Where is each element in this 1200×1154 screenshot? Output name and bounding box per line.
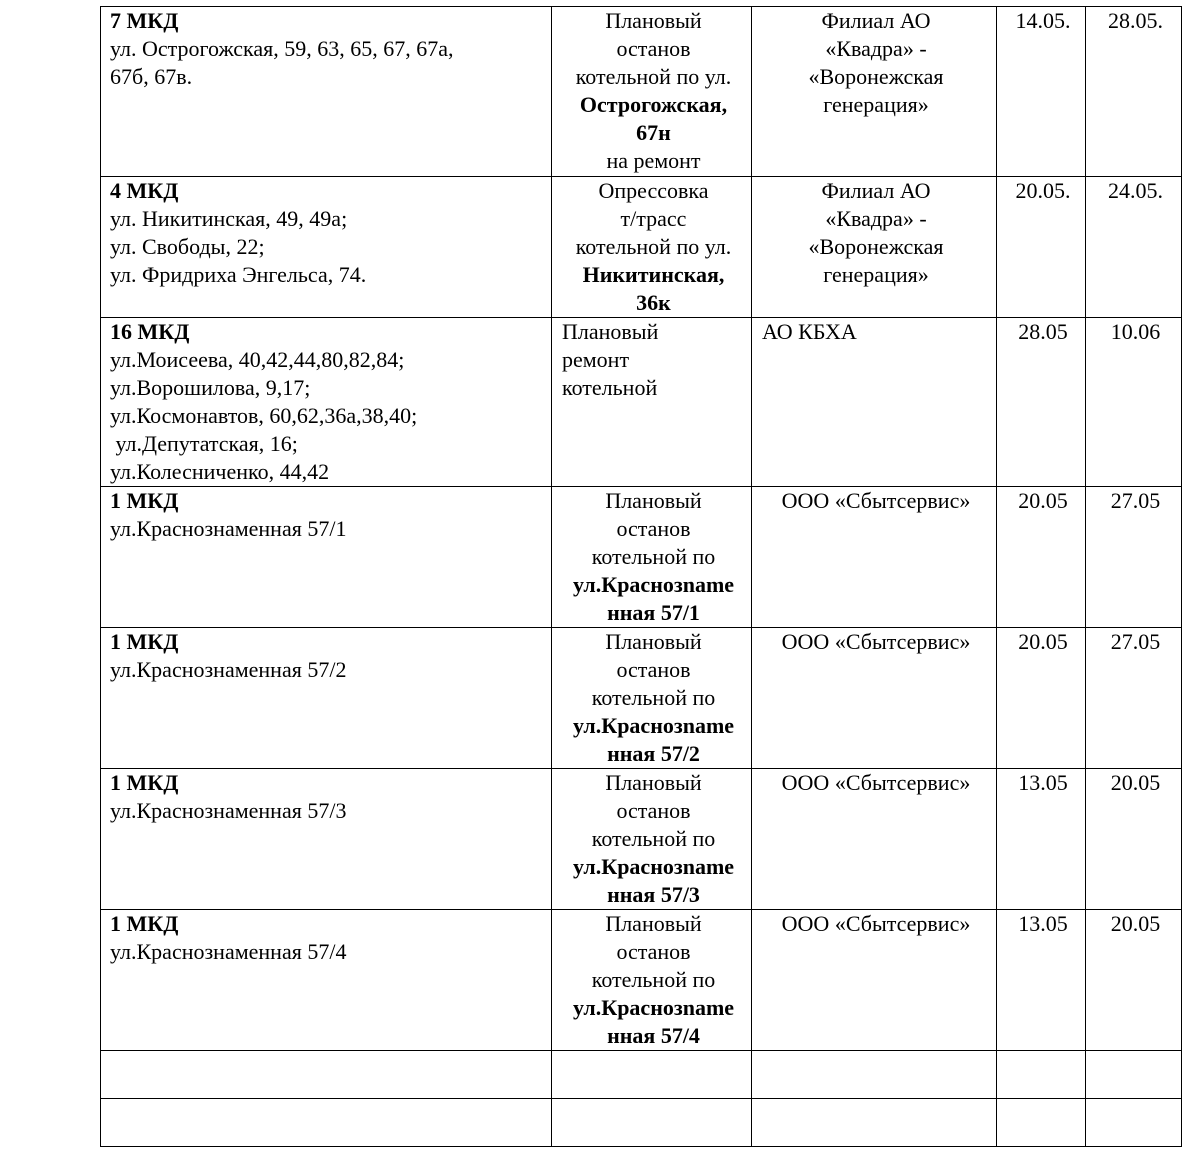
table-row bbox=[101, 318, 1182, 487]
work-line: котельной по bbox=[591, 826, 716, 851]
start-date: 20.05. bbox=[997, 177, 1086, 318]
start-date: 13.05 bbox=[997, 910, 1086, 1051]
address-line: 67б, 67в. bbox=[110, 64, 193, 89]
org-name: ООО «Сбытсервис» bbox=[781, 911, 971, 936]
org-line: генерация» bbox=[823, 262, 929, 287]
work-line: останов bbox=[616, 36, 691, 61]
building-count: 7 МКД bbox=[110, 8, 179, 33]
boiler-address: ул.Краснозname bbox=[572, 995, 735, 1020]
address-line: ул.Депутатская, 16; bbox=[110, 431, 298, 456]
building-count: 1 МКД bbox=[110, 629, 179, 654]
work-line: Опрессовка bbox=[598, 178, 709, 203]
empty-cell bbox=[552, 1051, 752, 1099]
empty-cell bbox=[101, 1051, 552, 1099]
start-date: 20.05 bbox=[997, 487, 1086, 628]
work-line: останов bbox=[616, 798, 691, 823]
empty-row bbox=[101, 1051, 1182, 1099]
org-line: Филиал АО bbox=[821, 178, 931, 203]
empty-row bbox=[101, 1099, 1182, 1147]
work-line: т/трасс bbox=[620, 206, 687, 231]
boiler-address: нная 57/4 bbox=[607, 1023, 700, 1048]
boiler-address: ул.Краснозname bbox=[572, 572, 735, 597]
address-cell bbox=[101, 177, 552, 318]
work-cell bbox=[552, 177, 752, 318]
work-line: Плановый bbox=[605, 911, 702, 936]
work-line: на ремонт bbox=[606, 148, 701, 173]
work-line: ремонт bbox=[562, 347, 630, 372]
work-cell bbox=[552, 628, 752, 769]
work-cell bbox=[552, 7, 752, 177]
address-line: ул.Краснознаменная 57/4 bbox=[110, 939, 347, 964]
empty-cell bbox=[552, 1099, 752, 1147]
organization-cell bbox=[752, 910, 997, 1051]
address-cell bbox=[101, 7, 552, 177]
end-date: 24.05. bbox=[1086, 177, 1182, 318]
address-cell bbox=[101, 487, 552, 628]
address-line: ул. Никитинская, 49, 49а; bbox=[110, 206, 348, 231]
address-cell bbox=[101, 769, 552, 910]
organization-cell bbox=[752, 769, 997, 910]
building-count: 1 МКД bbox=[110, 770, 179, 795]
address-line: ул.Краснознаменная 57/2 bbox=[110, 657, 347, 682]
boiler-address: ул.Краснозname bbox=[572, 854, 735, 879]
address-line: ул. Фридриха Энгельса, 74. bbox=[110, 262, 367, 287]
work-cell bbox=[552, 769, 752, 910]
boiler-address: нная 57/1 bbox=[607, 600, 700, 625]
work-line: котельной по bbox=[591, 544, 716, 569]
end-date: 20.05 bbox=[1086, 910, 1182, 1051]
empty-cell bbox=[101, 1099, 552, 1147]
end-date: 28.05. bbox=[1086, 7, 1182, 177]
work-cell bbox=[552, 910, 752, 1051]
empty-cell bbox=[1086, 1099, 1182, 1147]
building-count: 1 МКД bbox=[110, 488, 179, 513]
address-cell bbox=[101, 318, 552, 487]
empty-cell bbox=[997, 1051, 1086, 1099]
organization-cell bbox=[752, 7, 997, 177]
org-name: ООО «Сбытсервис» bbox=[781, 488, 971, 513]
organization-cell bbox=[752, 318, 997, 487]
end-date: 27.05 bbox=[1086, 628, 1182, 769]
table-row bbox=[101, 910, 1182, 1051]
end-date: 20.05 bbox=[1086, 769, 1182, 910]
work-cell bbox=[552, 318, 752, 487]
start-date: 13.05 bbox=[997, 769, 1086, 910]
work-line: котельной по bbox=[591, 967, 716, 992]
work-line: Плановый bbox=[605, 629, 702, 654]
work-line: Плановый bbox=[605, 770, 702, 795]
work-line: Плановый bbox=[605, 488, 702, 513]
start-date: 14.05. bbox=[997, 7, 1086, 177]
empty-cell bbox=[752, 1051, 997, 1099]
organization-cell bbox=[752, 487, 997, 628]
work-line: котельной по ул. bbox=[575, 64, 732, 89]
start-date: 28.05 bbox=[997, 318, 1086, 487]
address-line: ул.Краснознаменная 57/3 bbox=[110, 798, 347, 823]
org-line: Филиал АО bbox=[821, 8, 931, 33]
building-count: 4 МКД bbox=[110, 178, 179, 203]
address-line: ул.Ворошилова, 9,17; bbox=[110, 375, 311, 400]
work-line: Плановый bbox=[562, 319, 659, 344]
address-cell bbox=[101, 910, 552, 1051]
org-line: «Квадра» - bbox=[825, 36, 927, 61]
address-line: ул. Свободы, 22; bbox=[110, 234, 265, 259]
table-row bbox=[101, 487, 1182, 628]
start-date: 20.05 bbox=[997, 628, 1086, 769]
org-name: ООО «Сбытсервис» bbox=[781, 770, 971, 795]
org-line: «Квадра» - bbox=[825, 206, 927, 231]
end-date: 27.05 bbox=[1086, 487, 1182, 628]
boiler-address: Острогожская, bbox=[579, 92, 728, 117]
boiler-address: нная 57/2 bbox=[607, 741, 700, 766]
address-line: ул.Краснознаменная 57/1 bbox=[110, 516, 347, 541]
empty-cell bbox=[1086, 1051, 1182, 1099]
work-line: останов bbox=[616, 939, 691, 964]
boiler-address: 67н bbox=[636, 120, 671, 145]
empty-cell bbox=[752, 1099, 997, 1147]
address-cell bbox=[101, 628, 552, 769]
boiler-address: нная 57/3 bbox=[607, 882, 700, 907]
org-line: «Воронежская bbox=[808, 64, 944, 89]
address-line: ул.Моисеева, 40,42,44,80,82,84; bbox=[110, 347, 405, 372]
work-line: останов bbox=[616, 657, 691, 682]
building-count: 16 МКД bbox=[110, 319, 190, 344]
address-line: ул.Космонавтов, 60,62,36а,38,40; bbox=[110, 403, 418, 428]
org-line: генерация» bbox=[823, 92, 929, 117]
table-row bbox=[101, 769, 1182, 910]
empty-cell bbox=[997, 1099, 1086, 1147]
work-line: останов bbox=[616, 516, 691, 541]
organization-cell bbox=[752, 628, 997, 769]
org-name: ООО «Сбытсервис» bbox=[781, 629, 971, 654]
org-line: «Воронежская bbox=[808, 234, 944, 259]
org-name: АО КБХА bbox=[762, 319, 857, 344]
work-line: котельной по ул. bbox=[575, 234, 732, 259]
work-line: Плановый bbox=[605, 8, 702, 33]
table-row bbox=[101, 7, 1182, 177]
address-line: ул.Колесниченко, 44,42 bbox=[110, 459, 330, 484]
end-date: 10.06 bbox=[1086, 318, 1182, 487]
boiler-address: Никитинская, bbox=[582, 262, 725, 287]
building-count: 1 МКД bbox=[110, 911, 179, 936]
boiler-address: 36к bbox=[636, 290, 671, 315]
table-row bbox=[101, 628, 1182, 769]
work-line: котельной bbox=[562, 375, 658, 400]
organization-cell bbox=[752, 177, 997, 318]
work-line: котельной по bbox=[591, 685, 716, 710]
boiler-address: ул.Краснозname bbox=[572, 713, 735, 738]
work-cell bbox=[552, 487, 752, 628]
table-row bbox=[101, 177, 1182, 318]
outage-schedule-table bbox=[100, 6, 1182, 1147]
address-line: ул. Острогожская, 59, 63, 65, 67, 67а, bbox=[110, 36, 454, 61]
